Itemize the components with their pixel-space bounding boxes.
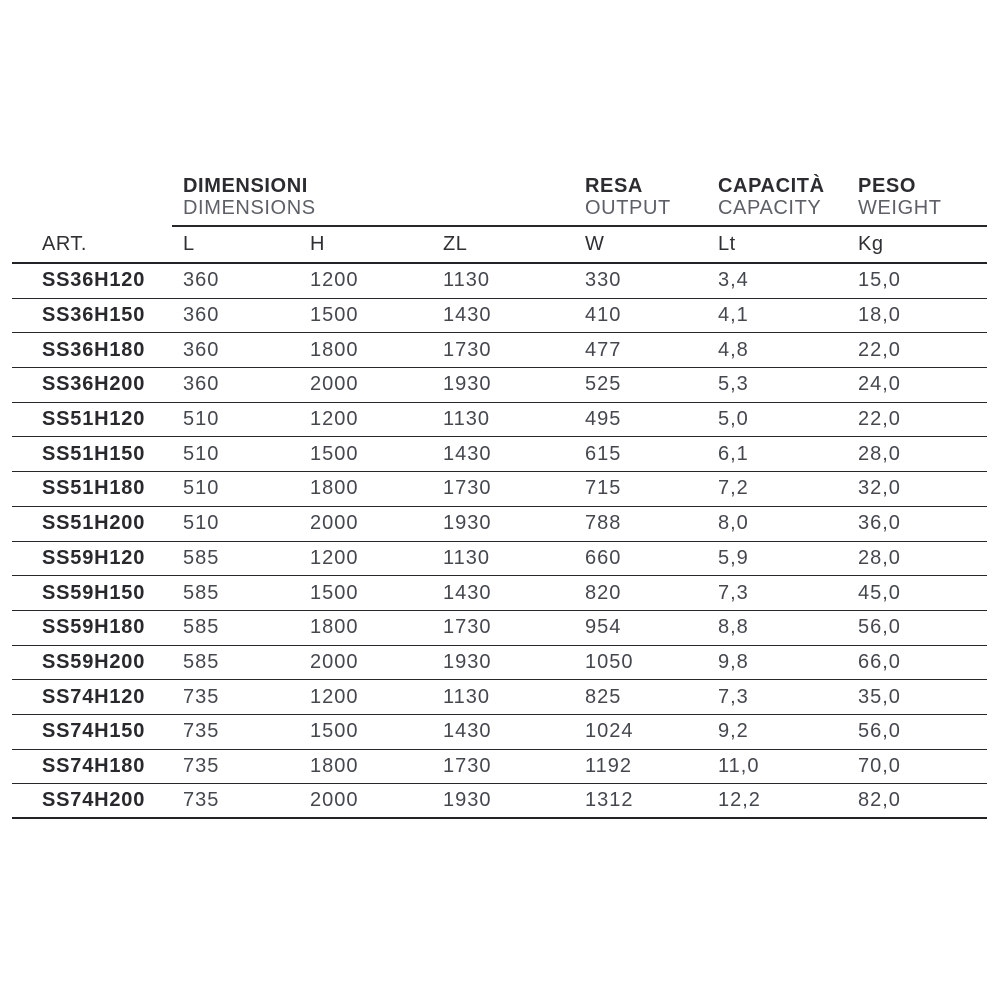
spec-table [12, 175, 987, 819]
cell-l: 735 [183, 754, 220, 777]
table-row [12, 611, 987, 646]
table-row [12, 403, 987, 438]
cell-l: 585 [183, 616, 220, 639]
cell-lt: 7,3 [718, 685, 749, 708]
cell-w: 715 [585, 477, 622, 500]
cell-lt: 7,3 [718, 581, 749, 604]
cell-lt: 3,4 [718, 269, 749, 292]
group-title-en: OUTPUT [585, 197, 671, 219]
cell-zl: 1430 [443, 442, 492, 465]
cell-h: 2000 [310, 789, 359, 812]
cell-h: 2000 [310, 512, 359, 535]
cell-lt: 4,1 [718, 304, 749, 327]
cell-art: SS59H150 [42, 581, 146, 604]
cell-kg: 56,0 [858, 616, 901, 639]
cell-lt: 5,0 [718, 408, 749, 431]
table-row [12, 646, 987, 681]
cell-kg: 36,0 [858, 512, 901, 535]
cell-art: SS59H200 [42, 650, 146, 673]
cell-zl: 1930 [443, 650, 492, 673]
cell-kg: 28,0 [858, 546, 901, 569]
cell-l: 585 [183, 650, 220, 673]
cell-zl: 1130 [443, 269, 491, 292]
cell-h: 2000 [310, 373, 359, 396]
cell-h: 1200 [310, 408, 359, 431]
cell-zl: 1730 [443, 477, 492, 500]
cell-kg: 22,0 [858, 408, 901, 431]
cell-kg: 32,0 [858, 477, 901, 500]
cell-zl: 1930 [443, 373, 492, 396]
cell-l: 585 [183, 581, 220, 604]
table-row [12, 437, 987, 472]
cell-kg: 70,0 [858, 754, 901, 777]
cell-l: 585 [183, 546, 220, 569]
column-header-lt: Lt [718, 233, 736, 255]
group-title-it: CAPACITÀ [718, 175, 825, 197]
cell-w: 525 [585, 373, 622, 396]
cell-l: 510 [183, 408, 220, 431]
cell-l: 360 [183, 304, 220, 327]
cell-h: 1500 [310, 720, 359, 743]
cell-art: SS36H120 [42, 269, 146, 292]
cell-zl: 1430 [443, 581, 492, 604]
cell-zl: 1930 [443, 789, 492, 812]
cell-zl: 1730 [443, 338, 492, 361]
cell-h: 1200 [310, 685, 359, 708]
cell-zl: 1430 [443, 304, 492, 327]
cell-art: SS74H200 [42, 789, 146, 812]
table-row [12, 784, 987, 819]
group-underline [172, 225, 987, 227]
cell-zl: 1130 [443, 685, 491, 708]
cell-zl: 1730 [443, 616, 492, 639]
cell-l: 360 [183, 373, 220, 396]
cell-art: SS59H180 [42, 616, 146, 639]
cell-w: 954 [585, 616, 622, 639]
cell-kg: 18,0 [858, 304, 901, 327]
cell-h: 1200 [310, 269, 359, 292]
cell-lt: 9,8 [718, 650, 749, 673]
cell-kg: 15,0 [858, 269, 901, 292]
group-title-en: CAPACITY [718, 197, 822, 219]
cell-h: 1200 [310, 546, 359, 569]
cell-w: 1050 [585, 650, 634, 673]
group-title-en: WEIGHT [858, 197, 942, 219]
cell-w: 410 [585, 304, 622, 327]
cell-w: 477 [585, 338, 622, 361]
column-header-art: ART. [42, 233, 87, 255]
cell-lt: 9,2 [718, 720, 749, 743]
cell-h: 1500 [310, 581, 359, 604]
cell-kg: 28,0 [858, 442, 901, 465]
cell-l: 360 [183, 338, 220, 361]
table-header [12, 175, 987, 264]
cell-zl: 1930 [443, 512, 492, 535]
column-header-l: L [183, 233, 195, 255]
group-header-capacity [718, 175, 825, 219]
column-header-h: H [310, 233, 325, 255]
cell-h: 2000 [310, 650, 359, 673]
cell-zl: 1730 [443, 754, 492, 777]
cell-w: 825 [585, 685, 622, 708]
cell-zl: 1130 [443, 546, 491, 569]
cell-w: 330 [585, 269, 622, 292]
cell-zl: 1430 [443, 720, 492, 743]
table-row [12, 680, 987, 715]
table-row [12, 333, 987, 368]
cell-lt: 5,3 [718, 373, 749, 396]
cell-lt: 11,0 [718, 754, 760, 777]
table-row [12, 542, 987, 577]
table-row [12, 472, 987, 507]
cell-w: 615 [585, 442, 622, 465]
cell-h: 1800 [310, 477, 359, 500]
table-row [12, 299, 987, 334]
cell-kg: 66,0 [858, 650, 901, 673]
cell-art: SS51H150 [42, 442, 146, 465]
cell-h: 1500 [310, 304, 359, 327]
cell-w: 820 [585, 581, 622, 604]
cell-lt: 6,1 [718, 442, 749, 465]
cell-lt: 7,2 [718, 477, 749, 500]
cell-h: 1500 [310, 442, 359, 465]
group-header-output [585, 175, 671, 219]
cell-lt: 8,0 [718, 512, 749, 535]
cell-w: 1192 [585, 754, 633, 777]
cell-l: 735 [183, 789, 220, 812]
cell-h: 1800 [310, 616, 359, 639]
group-title-it: RESA [585, 175, 643, 197]
group-title-it: PESO [858, 175, 916, 197]
cell-art: SS51H180 [42, 477, 146, 500]
table-row [12, 368, 987, 403]
cell-art: SS36H200 [42, 373, 146, 396]
table-row [12, 576, 987, 611]
column-header-w: W [585, 233, 605, 255]
cell-w: 1312 [585, 789, 634, 812]
cell-kg: 45,0 [858, 581, 901, 604]
cell-l: 735 [183, 685, 220, 708]
group-title-en: DIMENSIONS [183, 197, 316, 219]
table-row [12, 750, 987, 785]
cell-l: 510 [183, 442, 220, 465]
cell-w: 788 [585, 512, 622, 535]
column-header-zl: ZL [443, 233, 468, 255]
cell-art: SS51H200 [42, 512, 146, 535]
cell-lt: 4,8 [718, 338, 749, 361]
cell-kg: 56,0 [858, 720, 901, 743]
cell-lt: 8,8 [718, 616, 749, 639]
table-row [12, 507, 987, 542]
group-title-it: DIMENSIONI [183, 175, 308, 197]
table-body [12, 264, 987, 819]
column-header-row [12, 229, 987, 261]
cell-h: 1800 [310, 338, 359, 361]
cell-art: SS74H150 [42, 720, 146, 743]
group-header-weight [858, 175, 942, 219]
cell-kg: 35,0 [858, 685, 901, 708]
cell-art: SS36H150 [42, 304, 146, 327]
cell-l: 510 [183, 477, 220, 500]
cell-lt: 5,9 [718, 546, 749, 569]
cell-art: SS74H120 [42, 685, 146, 708]
cell-art: SS74H180 [42, 754, 146, 777]
column-header-kg: Kg [858, 233, 884, 255]
table-row [12, 715, 987, 750]
cell-kg: 82,0 [858, 789, 901, 812]
cell-l: 360 [183, 269, 220, 292]
cell-lt: 12,2 [718, 789, 761, 812]
cell-art: SS59H120 [42, 546, 146, 569]
cell-kg: 24,0 [858, 373, 901, 396]
table-row [12, 264, 987, 299]
cell-w: 660 [585, 546, 622, 569]
cell-l: 510 [183, 512, 220, 535]
cell-w: 1024 [585, 720, 634, 743]
cell-l: 735 [183, 720, 220, 743]
cell-art: SS51H120 [42, 408, 146, 431]
cell-w: 495 [585, 408, 622, 431]
group-header-dimensions [183, 175, 316, 219]
cell-kg: 22,0 [858, 338, 901, 361]
cell-art: SS36H180 [42, 338, 146, 361]
cell-zl: 1130 [443, 408, 491, 431]
cell-h: 1800 [310, 754, 359, 777]
